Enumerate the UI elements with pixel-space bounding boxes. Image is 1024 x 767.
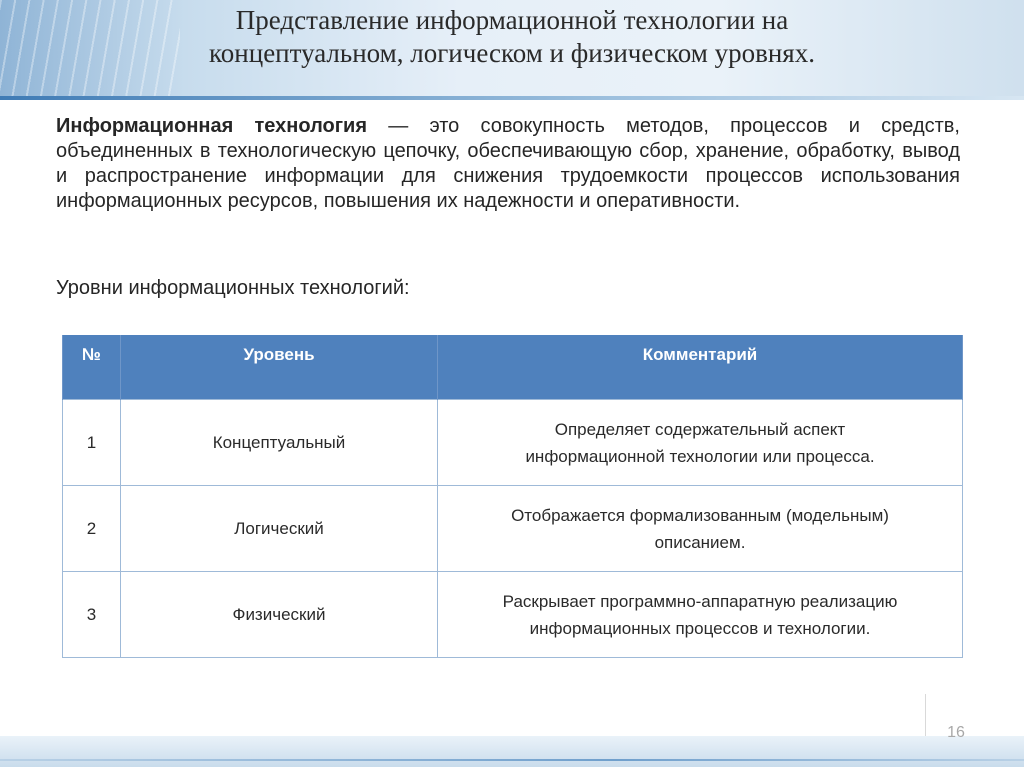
row-num: 2 (63, 485, 121, 571)
row-comment-line1: Отображается формализованным (модельным) (511, 505, 889, 525)
row-comment-line1: Определяет содержательный аспект (554, 419, 846, 439)
table-header-row (63, 335, 963, 399)
page-number: 16 (947, 724, 965, 741)
slide-title (0, 4, 1024, 70)
row-comment-line1: Раскрывает программно-аппаратную реализацию (502, 591, 898, 611)
slide-title-line2: концептуальном, логическом и физическом уровнях. (209, 38, 815, 68)
header-num: № (63, 335, 121, 399)
row-num: 1 (63, 399, 121, 485)
row-level: Физический (121, 571, 438, 657)
slide-title-line1: Представление информационной технологии на (235, 5, 789, 35)
row-comment-line2: информационной технологии или процесса. (525, 446, 875, 466)
row-level: Логический (121, 485, 438, 571)
definition-text: — это совокупность методов, процессов и средств, объединенных в технологическую цепочку, обеспечивающую сбор, хранение, обработку, вывод и распространение информации для снижения трудоемкости процессов использования информационных ресурсов, повышения их надежности и оперативности. (56, 115, 960, 212)
definition-paragraph (56, 114, 960, 214)
table-row (63, 399, 963, 485)
row-comment-line2: описанием. (654, 532, 746, 552)
row-comment (438, 399, 963, 485)
row-comment (438, 485, 963, 571)
page-divider (925, 694, 926, 736)
levels-heading: Уровни информационных технологий: (56, 277, 410, 299)
row-level: Концептуальный (121, 399, 438, 485)
row-comment (438, 571, 963, 657)
definition-term: Информационная технология (56, 115, 368, 137)
levels-table (62, 335, 963, 658)
table-row (63, 485, 963, 571)
table-row (63, 571, 963, 657)
header-level: Уровень (121, 335, 438, 399)
row-num: 3 (63, 571, 121, 657)
header-comment: Комментарий (438, 335, 963, 399)
footer-band (0, 736, 1024, 767)
header-rule (0, 96, 1024, 100)
row-comment-line2: информационных процессов и технологии. (529, 618, 871, 638)
